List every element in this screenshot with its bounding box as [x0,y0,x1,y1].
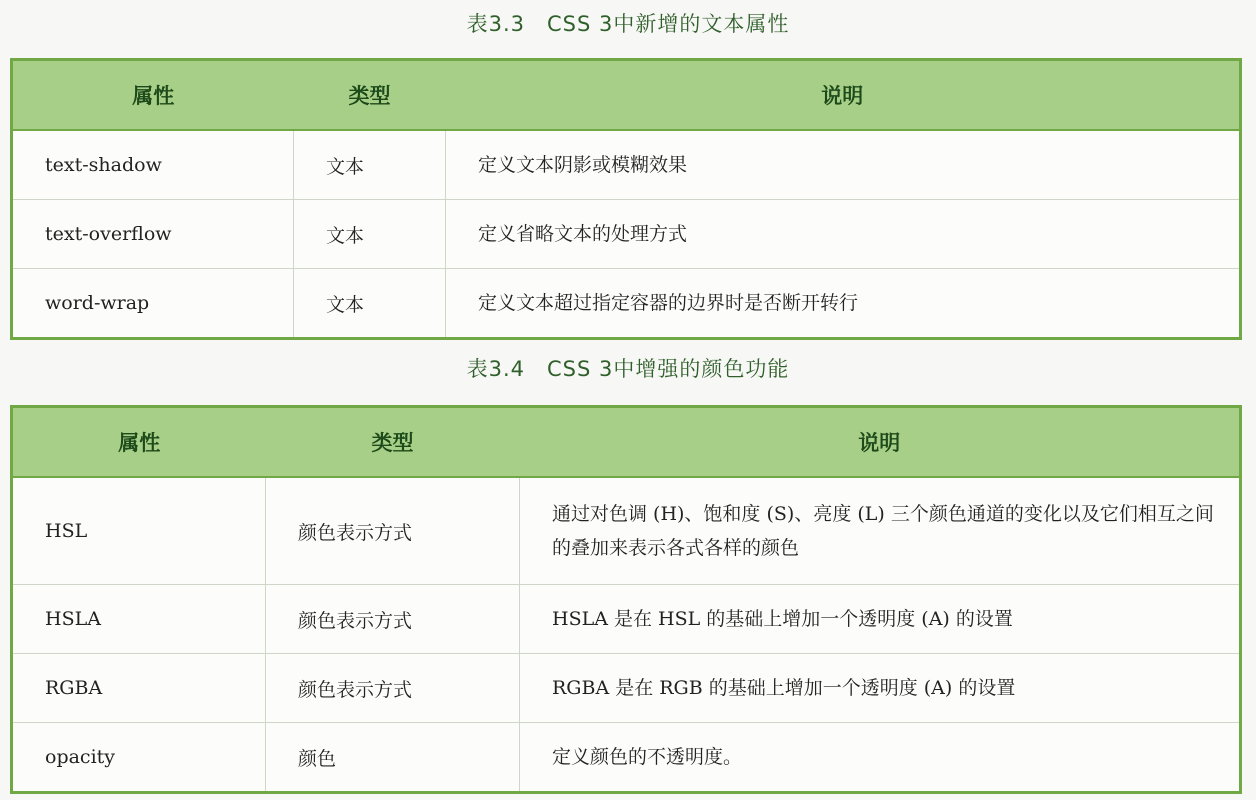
type-cell: 颜色表示方式 [266,477,520,585]
property-cell: text-overflow [12,200,294,269]
description-cell: HSLA 是在 HSL 的基础上增加一个透明度 (A) 的设置 [520,585,1241,654]
type-cell: 颜色表示方式 [266,654,520,723]
table-row [12,654,1241,723]
type-cell: 文本 [294,130,446,200]
description-cell: 定义颜色的不透明度。 [520,723,1241,793]
table-header-row [12,60,1241,131]
css3-text-properties-table [10,58,1242,340]
header-property: 属性 [12,60,294,131]
header-description: 说明 [520,407,1241,478]
description-cell: 定义文本阴影或模糊效果 [446,130,1241,200]
header-description: 说明 [446,60,1241,131]
table-row [12,269,1241,339]
header-type: 类型 [294,60,446,131]
table-header-row [12,407,1241,478]
table-row [12,200,1241,269]
type-cell: 文本 [294,269,446,339]
property-cell: text-shadow [12,130,294,200]
description-cell: 定义文本超过指定容器的边界时是否断开转行 [446,269,1241,339]
table-row [12,723,1241,793]
css3-color-functions-table [10,405,1242,794]
property-cell: opacity [12,723,266,793]
table-row [12,477,1241,585]
description-cell: 定义省略文本的处理方式 [446,200,1241,269]
type-cell: 颜色表示方式 [266,585,520,654]
description-cell: RGBA 是在 RGB 的基础上增加一个透明度 (A) 的设置 [520,654,1241,723]
table-3-4-caption: 表3.4 CSS 3中增强的颜色功能 [466,357,790,381]
table-3-3-caption: 表3.3 CSS 3中新增的文本属性 [466,12,790,36]
header-property: 属性 [12,407,266,478]
description-cell: 通过对色调 (H)、饱和度 (S)、亮度 (L) 三个颜色通道的变化以及它们相互之间的叠加来表示各式各样的颜色 [520,477,1241,585]
property-cell: RGBA [12,654,266,723]
property-cell: word-wrap [12,269,294,339]
header-type: 类型 [266,407,520,478]
type-cell: 颜色 [266,723,520,793]
property-cell: HSLA [12,585,266,654]
table-row [12,130,1241,200]
table-row [12,585,1241,654]
type-cell: 文本 [294,200,446,269]
property-cell: HSL [12,477,266,585]
